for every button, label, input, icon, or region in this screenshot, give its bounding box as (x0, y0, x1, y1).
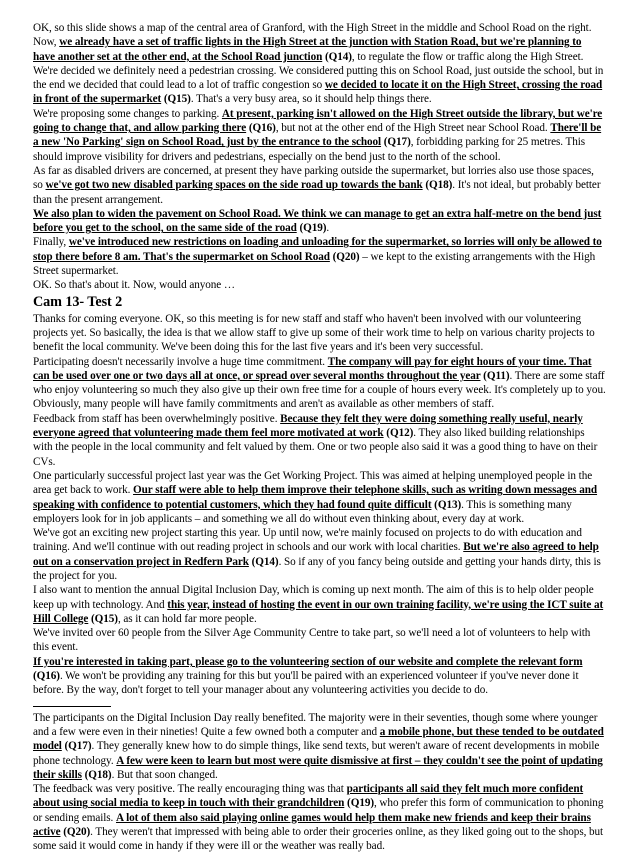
transcript-paragraph (33, 655, 606, 698)
answer-highlight: we've introduced new restrictions on loading and unloading for the supermarket, so lorries will only be allowed to stop there before 8 am. That's the supermarket on School Road (33, 236, 602, 263)
transcript-text: We're proposing some changes to parking. (33, 107, 222, 120)
transcript-text: . They weren't that impressed with being able to order their groceries online, as they liked going out to the shops, but some said it would come in handy if they were ill or the weather was really bad. (33, 826, 604, 853)
transcript-paragraph (33, 626, 606, 655)
transcript-text: . That's a very busy area, so it should help things there. (190, 93, 432, 106)
question-number: (Q20) (329, 250, 360, 263)
question-number: (Q14) (248, 555, 279, 568)
transcript-text: . It's not ideal, but probably better than the present arrangement. (33, 179, 601, 206)
transcript-text: – we kept to the existing arrangements with the High Street supermarket. (33, 250, 596, 278)
transcript-text: We've invited over 60 people from the Silver Age Community Centre to take part, so we'll need a lot of volunteers to help with this event. (33, 627, 591, 654)
answer-highlight: If you're interested in taking part, please go to the volunteering section of our website and complete the relevant form (33, 655, 583, 668)
transcript-paragraph (33, 526, 606, 583)
transcript-text: . They generally knew how to do simple things, like send texts, but weren't aware of recent developments in mobile phone technology. (33, 740, 600, 767)
question-number: (Q18) (422, 179, 453, 192)
question-number: (Q19) (296, 222, 327, 235)
answer-highlight: this year, instead of hosting the event in our own training facility, we're using the ICT suite at Hill College (33, 598, 604, 625)
answer-highlight: we've got two new disabled parking spaces on the side road up towards the bank (45, 179, 423, 192)
question-number: (Q15) (88, 612, 118, 625)
answer-highlight: The company will pay for eight hours of your time. That can be used over one or two days all at once, or spread over several months throughout the year (33, 355, 592, 382)
answer-highlight: There'll be a new 'No Parking' sign on School Road, just by the entrance to the school (33, 122, 602, 149)
transcript-paragraph (33, 21, 606, 107)
transcript-text: OK. So that's about it. Now, would anyone … (33, 279, 236, 292)
transcript-text: The participants on the Digital Inclusion Day really benefited. The majority were in their seventies, though some where younger and a few were even in their nineties! Quite a few owned both a computer and (33, 711, 598, 738)
transcript-text: Feedback from staff has been overwhelmingly positive. (33, 412, 281, 425)
section-b (33, 312, 606, 698)
question-number: (Q15) (161, 93, 191, 106)
transcript-paragraph (33, 164, 606, 207)
answer-highlight: Our staff were able to help them improve their telephone skills, such as writing down messages and speaking with confidence to potential customers, which they had found quite difficult (33, 484, 598, 511)
transcript-text: . They also liked building relationships with the people in the local community and felt valued by them. One or two people also said it was a good thing to have on their CVs. (33, 427, 598, 468)
transcript-text: , but not at the other end of the High Street near School Road. (275, 122, 551, 135)
question-number: (Q12) (383, 427, 414, 440)
transcript-text: One particularly successful project last year was the Get Working Project. This was aimed at helping unemployed people in the area get back to work. (33, 469, 593, 497)
answer-highlight: a mobile phone, but these tended to be outdated model (33, 725, 604, 753)
transcript-text: . But that soon changed. (111, 768, 218, 781)
transcript-text: Participating doesn't necessarily involve a huge time commitment. (33, 355, 328, 368)
test-heading: Cam 13- Test 2 (33, 293, 123, 310)
transcript-text: , as it can hold far more people. (117, 612, 257, 625)
transcript-text: OK, so this slide shows a map of the central area of Granford, with the High Street in the middle and School Road on the right. Now, (33, 22, 592, 49)
transcript-page (33, 21, 606, 854)
transcript-text: , who prefer this form of communication to phoning or sending emails. (33, 797, 604, 824)
transcript-text: We've got an exciting new project starting this year. Up until now, we're mainly focused on projects to do with education and training. And we'll continue with out reading project in schools and our work with local charities. (33, 527, 582, 554)
transcript-paragraph (33, 312, 606, 355)
transcript-text: The feedback was very positive. The really encouraging thing was that (33, 783, 347, 796)
transcript-text: As far as disabled drivers are concerned, at present they have parking outside the supermarket, but lorries also use those spaces, so (33, 164, 594, 192)
question-number: (Q20) (60, 826, 91, 839)
transcript-paragraph (33, 583, 606, 626)
transcript-paragraph (33, 235, 606, 278)
answer-highlight: participants all said they felt much more confident about using social media to keep in touch with their grandchildren (33, 783, 584, 810)
transcript-text: , forbidding parking for 25 metres. This should improve visibility for drivers and pedestrians, especially on the bend just to the north of the school. (33, 136, 586, 163)
separator-line (33, 706, 111, 707)
answer-highlight: A lot of them also said playing online games would help them make new friends and keep their brains active (33, 811, 591, 839)
transcript-text: . We won't be providing any training for this but you'll be paired with an experienced volunteer if you've never done it before. By the way, don't forget to tell your manager about any volunteering activities you decide to do. (33, 670, 579, 697)
transcript-text: I also want to mention the annual Digital Inclusion Day, which is coming up next month. The aim of this is to help older people keep up with technology. And (33, 584, 594, 611)
transcript-text: . There are some staff who enjoy volunteering so much they also give up their own free time for a couple of hours every week. It's completely up to you. Obviously, many people will have family commitments and aren't as available as other members of staff. (33, 369, 606, 411)
answer-highlight: At present, parking isn't allowed on the High Street outside the library, but we're going to change that, and allow parking there (33, 107, 603, 135)
answer-highlight: But we're also agreed to help out on a conservation project in Redfern Park (33, 541, 599, 568)
answer-highlight: we already have a set of traffic lights in the High Street at the junction with Station Road, but we're planning to have another set at the other end, at the School Road junction (33, 36, 582, 63)
transcript-paragraph (33, 412, 606, 469)
transcript-paragraph (33, 278, 606, 292)
question-number: (Q16) (33, 670, 60, 683)
question-number: (Q19) (344, 797, 374, 810)
question-number: (Q18) (81, 768, 112, 781)
transcript-paragraph (33, 782, 606, 853)
section-a (33, 21, 606, 293)
question-number: (Q16) (246, 122, 276, 135)
question-number: (Q17) (61, 740, 92, 753)
transcript-paragraph (33, 355, 606, 412)
transcript-paragraph (33, 107, 606, 164)
transcript-paragraph (33, 711, 606, 782)
transcript-text: , to regulate the flow or traffic along the High Street. We're decided we definitely need a pedestrian crossing. We considered putting this on School Road, just outside the school, but in the end we decided that could lead to a lot of traffic congestion so (33, 50, 604, 92)
transcript-paragraph (33, 469, 606, 526)
transcript-text: Thanks for coming everyone. OK, so this meeting is for new staff and staff who haven't been involved with our volunteering projects yet. So basically, the idea is that we allow staff to give up some of their work time to help on various charity projects to benefit the local community. We've been doing this for the last five years and it's been very successful. (33, 312, 595, 354)
question-number: (Q13) (431, 498, 462, 511)
question-number: (Q14) (322, 50, 352, 63)
transcript-text: . (326, 222, 330, 235)
transcript-text: Finally, (33, 236, 69, 249)
answer-highlight: We also plan to widen the pavement on School Road. We think we can manage to get an extra half-metre on the bend just before you get to the school, on the same side of the road (33, 207, 602, 235)
transcript-text: . This is something many employers look for in job applicants – and something we all do without even thinking about, every day at work. (33, 498, 572, 525)
answer-highlight: we decided to locate it on the High Street, crossing the road in front of the supermarket (33, 79, 603, 106)
question-number: (Q17) (381, 136, 411, 149)
answer-highlight: A few were keen to learn but most were quite dismissive at first – they couldn't see the point of updating their skills (33, 754, 603, 781)
question-number: (Q11) (480, 369, 510, 382)
answer-highlight: Because they felt they were doing something really useful, nearly everyone agreed that volunteering made them feel more motivated at work (33, 412, 583, 440)
transcript-paragraph (33, 207, 606, 236)
transcript-text: . So if any of you fancy being outside and getting your hands dirty, this is the project for you. (33, 555, 601, 582)
section-c (33, 711, 606, 854)
